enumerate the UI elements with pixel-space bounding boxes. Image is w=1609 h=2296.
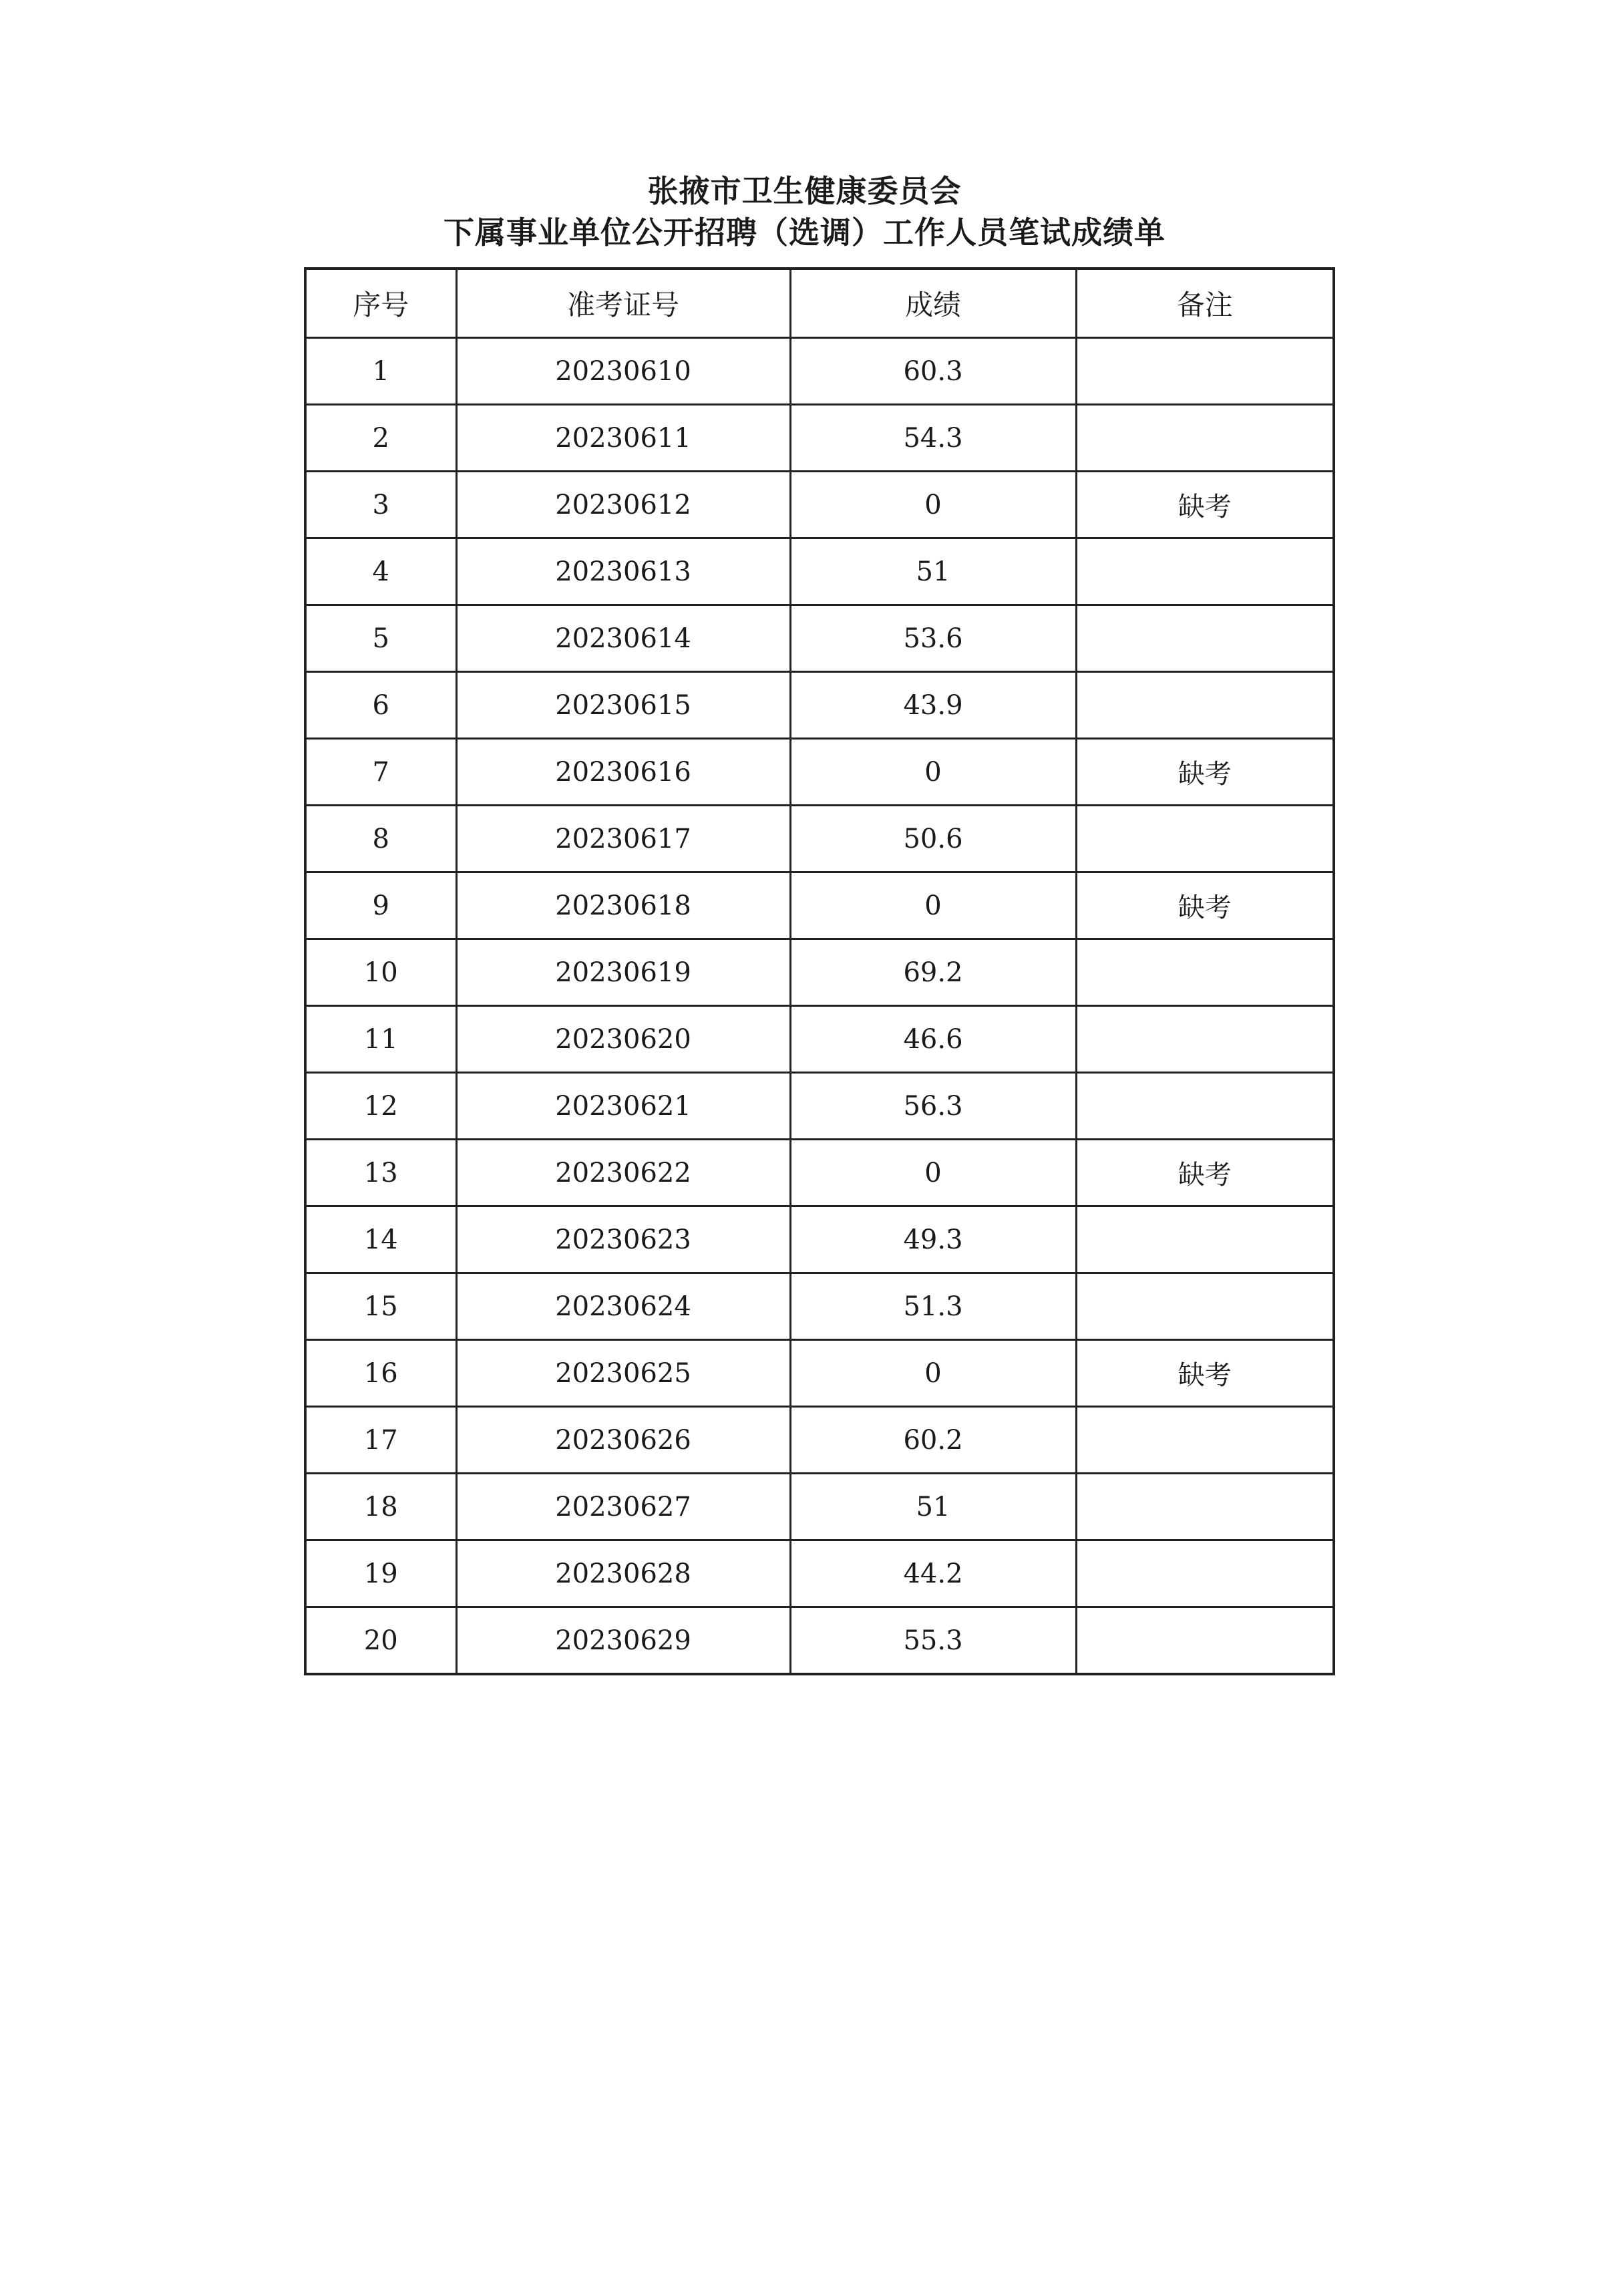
row-score: 49.3 (790, 1206, 1076, 1273)
row-seq: 11 (305, 1006, 456, 1073)
row-exam-id: 20230611 (456, 405, 790, 472)
row-note (1076, 1073, 1334, 1140)
row-exam-id: 20230612 (456, 472, 790, 538)
header-seq: 序号 (305, 269, 456, 338)
row-seq: 6 (305, 672, 456, 739)
table-row (305, 739, 1334, 806)
table-row (305, 872, 1334, 939)
row-exam-id: 20230619 (456, 939, 790, 1006)
row-note: 缺考 (1076, 1140, 1334, 1206)
row-seq: 18 (305, 1474, 456, 1540)
row-score: 50.6 (790, 806, 1076, 872)
row-exam-id: 20230615 (456, 672, 790, 739)
table-row (305, 472, 1334, 538)
row-score: 51 (790, 1474, 1076, 1540)
row-seq: 1 (305, 338, 456, 405)
table-row (305, 1540, 1334, 1607)
row-score: 0 (790, 739, 1076, 806)
row-note (1076, 1006, 1334, 1073)
row-exam-id: 20230629 (456, 1607, 790, 1675)
table-row (305, 1407, 1334, 1474)
row-exam-id: 20230623 (456, 1206, 790, 1273)
row-score: 43.9 (790, 672, 1076, 739)
row-seq: 17 (305, 1407, 456, 1474)
row-note (1076, 672, 1334, 739)
table-row (305, 338, 1334, 405)
row-note (1076, 1206, 1334, 1273)
row-exam-id: 20230622 (456, 1140, 790, 1206)
row-note (1076, 1607, 1334, 1675)
row-score: 69.2 (790, 939, 1076, 1006)
table-row (305, 605, 1334, 672)
row-note: 缺考 (1076, 872, 1334, 939)
row-score: 0 (790, 872, 1076, 939)
row-score: 60.3 (790, 338, 1076, 405)
row-note (1076, 605, 1334, 672)
row-seq: 14 (305, 1206, 456, 1273)
header-note: 备注 (1076, 269, 1334, 338)
row-seq: 10 (305, 939, 456, 1006)
row-score: 56.3 (790, 1073, 1076, 1140)
row-exam-id: 20230610 (456, 338, 790, 405)
row-seq: 3 (305, 472, 456, 538)
row-exam-id: 20230626 (456, 1407, 790, 1474)
row-note (1076, 405, 1334, 472)
row-note: 缺考 (1076, 739, 1334, 806)
row-seq: 15 (305, 1273, 456, 1340)
table-row (305, 538, 1334, 605)
row-seq: 9 (305, 872, 456, 939)
table-row (305, 806, 1334, 872)
row-exam-id: 20230621 (456, 1073, 790, 1140)
table-row (305, 939, 1334, 1006)
row-exam-id: 20230614 (456, 605, 790, 672)
row-note: 缺考 (1076, 472, 1334, 538)
table-row (305, 1273, 1334, 1340)
row-score: 54.3 (790, 405, 1076, 472)
document-title (0, 170, 1609, 253)
row-seq: 5 (305, 605, 456, 672)
row-seq: 13 (305, 1140, 456, 1206)
row-score: 53.6 (790, 605, 1076, 672)
row-exam-id: 20230618 (456, 872, 790, 939)
row-note (1076, 939, 1334, 1006)
row-score: 44.2 (790, 1540, 1076, 1607)
row-seq: 16 (305, 1340, 456, 1407)
table-row (305, 1474, 1334, 1540)
table-row (305, 1206, 1334, 1273)
row-seq: 2 (305, 405, 456, 472)
row-exam-id: 20230616 (456, 739, 790, 806)
header-score: 成绩 (790, 269, 1076, 338)
row-note (1076, 338, 1334, 405)
row-score: 46.6 (790, 1006, 1076, 1073)
row-score: 51 (790, 538, 1076, 605)
row-note: 缺考 (1076, 1340, 1334, 1407)
row-score: 0 (790, 1140, 1076, 1206)
table-row (305, 1340, 1334, 1407)
table-row (305, 1073, 1334, 1140)
row-seq: 4 (305, 538, 456, 605)
row-seq: 7 (305, 739, 456, 806)
row-note (1076, 538, 1334, 605)
score-table (304, 267, 1335, 1675)
row-seq: 20 (305, 1607, 456, 1675)
table-row (305, 1006, 1334, 1073)
header-exam-id: 准考证号 (456, 269, 790, 338)
row-exam-id: 20230624 (456, 1273, 790, 1340)
table-body (305, 338, 1334, 1675)
row-exam-id: 20230617 (456, 806, 790, 872)
table-row (305, 1607, 1334, 1675)
row-note (1076, 1540, 1334, 1607)
table-row (305, 672, 1334, 739)
row-score: 0 (790, 472, 1076, 538)
table-header-row (305, 269, 1334, 338)
row-exam-id: 20230628 (456, 1540, 790, 1607)
title-line-1: 张掖市卫生健康委员会 (647, 173, 962, 209)
row-note (1076, 806, 1334, 872)
row-seq: 19 (305, 1540, 456, 1607)
table-row (305, 405, 1334, 472)
row-exam-id: 20230625 (456, 1340, 790, 1407)
row-seq: 8 (305, 806, 456, 872)
row-note (1076, 1273, 1334, 1340)
row-score: 0 (790, 1340, 1076, 1407)
row-exam-id: 20230620 (456, 1006, 790, 1073)
row-seq: 12 (305, 1073, 456, 1140)
row-score: 60.2 (790, 1407, 1076, 1474)
row-note (1076, 1474, 1334, 1540)
row-score: 51.3 (790, 1273, 1076, 1340)
row-exam-id: 20230627 (456, 1474, 790, 1540)
row-exam-id: 20230613 (456, 538, 790, 605)
row-score: 55.3 (790, 1607, 1076, 1675)
row-note (1076, 1407, 1334, 1474)
title-line-2: 下属事业单位公开招聘（选调）工作人员笔试成绩单 (443, 214, 1166, 251)
table-row (305, 1140, 1334, 1206)
